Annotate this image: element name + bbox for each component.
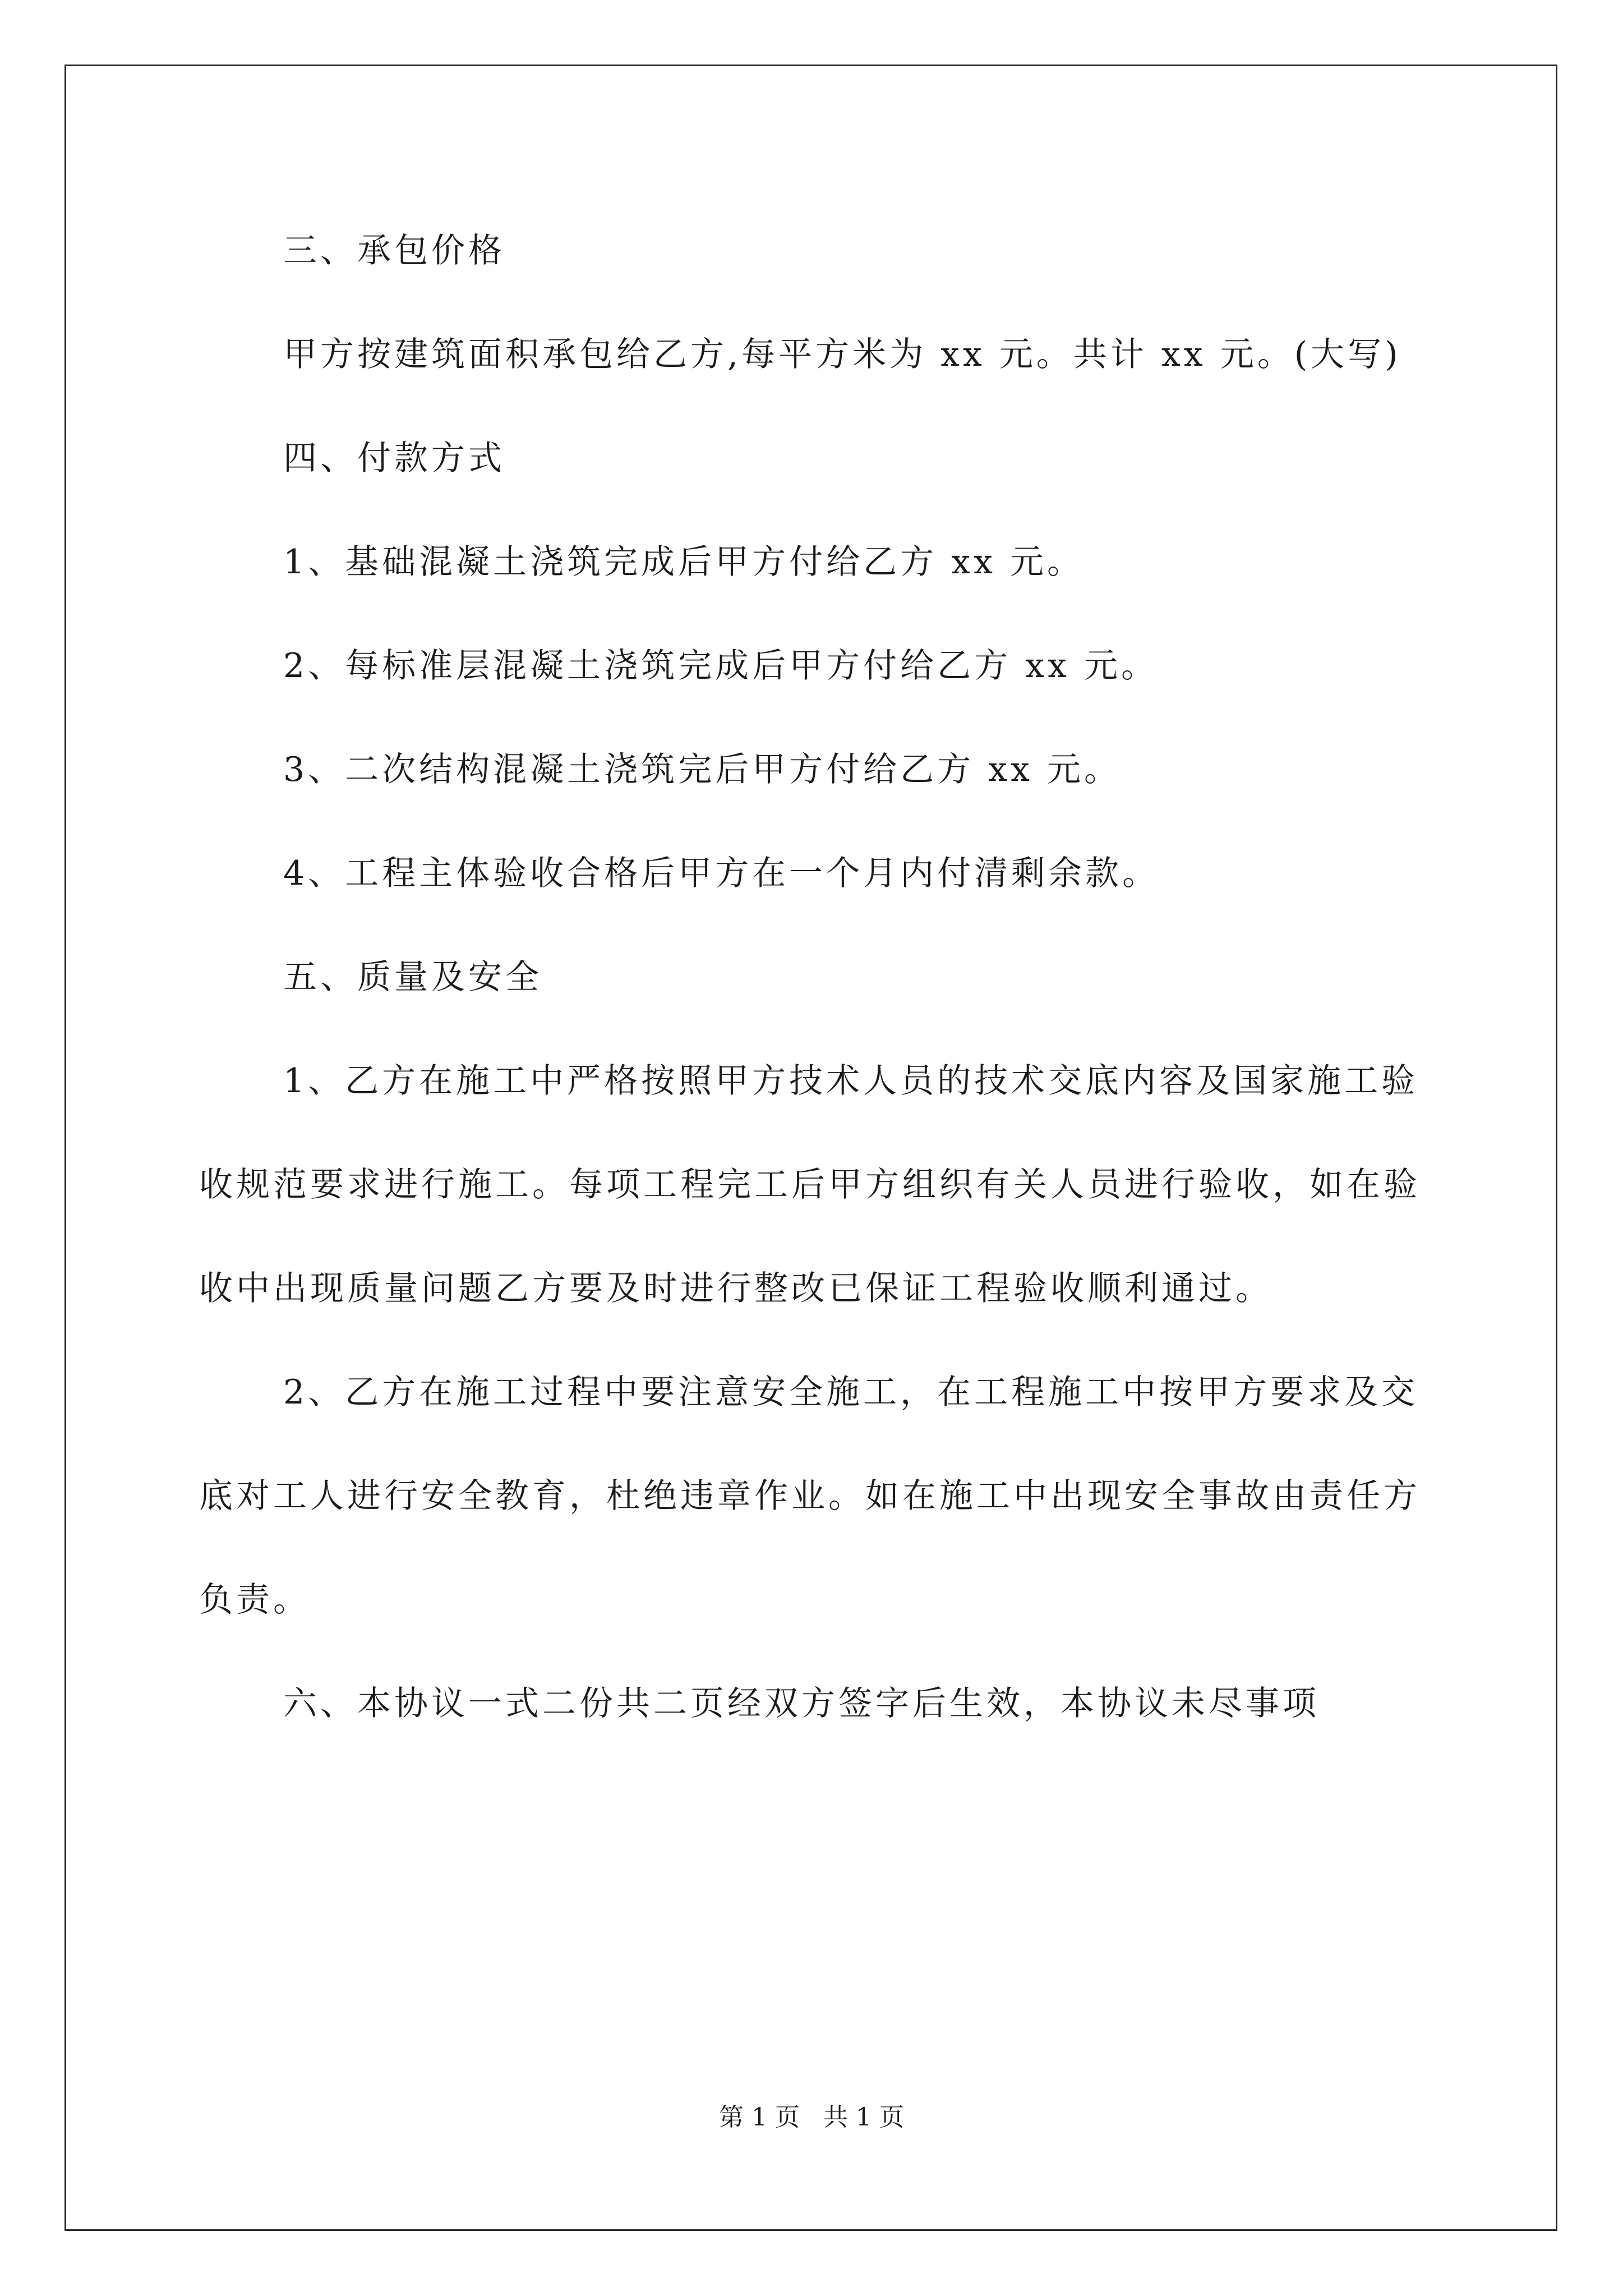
section-heading-price: 三、承包价格 xyxy=(283,231,505,270)
quality-item-2: 2、乙方在施工过程中要注意安全施工，在工程施工中按甲方要求及交底对工人进行安全教育，杜绝违章作业。如在施工中出现安全事故由责任方负责。 xyxy=(199,1373,1421,1619)
payment-item-1: 1、基础混凝土浇筑完成后甲方付给乙方 xx 元。 xyxy=(283,542,1084,582)
section-agreement-copies: 六、本协议一式二份共二页经双方签字后生效，本协议未尽事项 xyxy=(283,1684,1320,1723)
page-number: 第 1 页 xyxy=(719,2103,800,2132)
section-heading-quality: 五、质量及安全 xyxy=(283,958,542,997)
quality-item-1: 1、乙方在施工中严格按照甲方技术人员的技术交底内容及国家施工验收规范要求进行施工。每项工程完工后甲方组织有关人员进行验收，如在验收中出现质量问题乙方要及时进行整改已保证工程验收顺利通过。 xyxy=(199,1061,1421,1308)
page-total: 共 1 页 xyxy=(823,2103,904,2132)
section-heading-payment: 四、付款方式 xyxy=(283,439,505,478)
payment-item-2: 2、每标准层混凝土浇筑完成后甲方付给乙方 xx 元。 xyxy=(283,646,1158,685)
payment-item-3: 3、二次结构混凝土浇筑完后甲方付给乙方 xx 元。 xyxy=(283,750,1121,789)
document-body xyxy=(199,199,1433,1756)
page-footer xyxy=(0,2101,1623,2134)
paragraph-price-detail: 甲方按建筑面积承包给乙方,每平方米为 xx 元。共计 xx 元。(大写) xyxy=(283,335,1401,374)
payment-item-4: 4、工程主体验收合格后甲方在一个月内付清剩余款。 xyxy=(283,854,1160,893)
